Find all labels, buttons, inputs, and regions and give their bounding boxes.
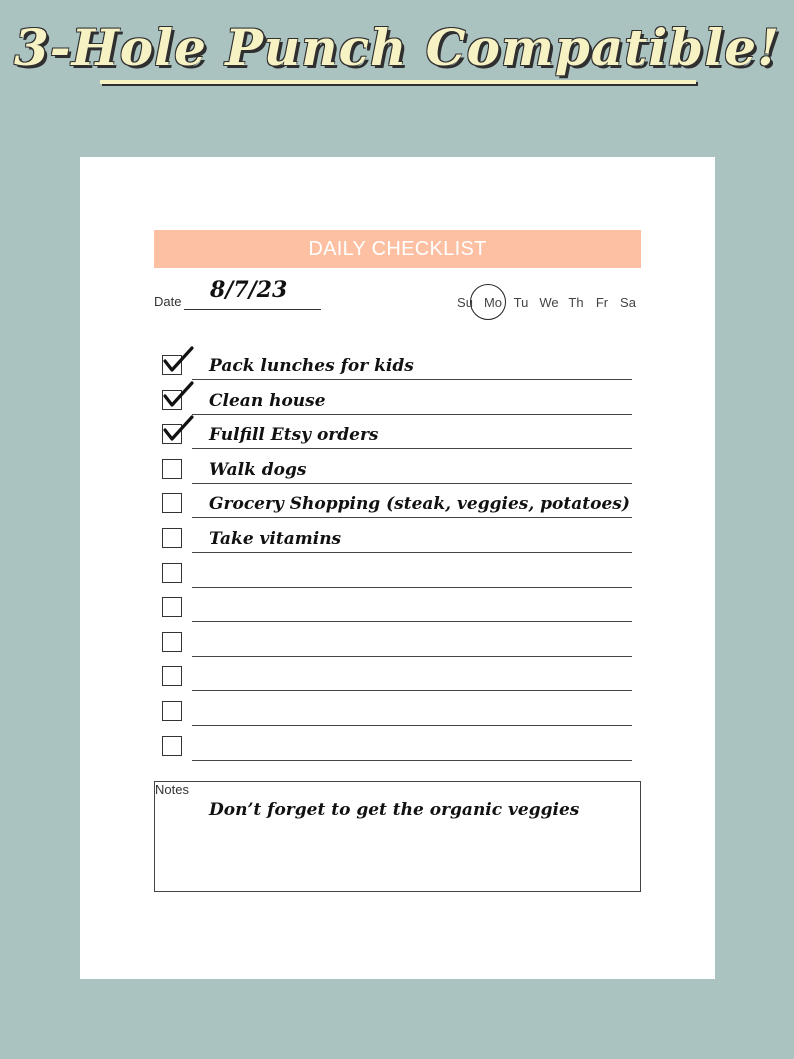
task-line bbox=[192, 656, 632, 657]
task-line bbox=[192, 690, 632, 691]
day-tu[interactable]: Tu bbox=[513, 295, 529, 310]
task-checkbox[interactable] bbox=[162, 632, 182, 652]
date-label: Date bbox=[154, 294, 182, 309]
task-checkbox[interactable] bbox=[162, 459, 182, 479]
task-checkbox[interactable] bbox=[162, 736, 182, 756]
task-text[interactable]: Take vitamins bbox=[209, 529, 342, 549]
banner-underline bbox=[100, 80, 696, 84]
task-checkbox[interactable] bbox=[162, 597, 182, 617]
task-row bbox=[160, 454, 632, 484]
day-mo[interactable]: Mo bbox=[483, 295, 503, 310]
task-text[interactable]: Pack lunches for kids bbox=[209, 356, 414, 376]
task-line bbox=[192, 414, 632, 415]
notes-box[interactable] bbox=[154, 781, 641, 892]
checkmark-icon bbox=[160, 379, 194, 409]
task-line bbox=[192, 448, 632, 449]
task-checkbox[interactable] bbox=[162, 528, 182, 548]
task-row bbox=[160, 488, 632, 518]
checkmark-icon bbox=[160, 344, 194, 374]
checklist-sheet bbox=[80, 157, 715, 979]
task-line bbox=[192, 379, 632, 380]
notes-label: Notes bbox=[155, 782, 189, 797]
task-line bbox=[192, 725, 632, 726]
notes-text[interactable]: Don’t forget to get the organic veggies bbox=[209, 800, 580, 820]
task-checkbox[interactable] bbox=[162, 563, 182, 583]
task-line bbox=[192, 483, 632, 484]
day-fr[interactable]: Fr bbox=[595, 295, 609, 310]
task-checkbox[interactable] bbox=[162, 701, 182, 721]
date-value[interactable]: 8/7/23 bbox=[210, 277, 288, 303]
task-row bbox=[160, 523, 632, 553]
checkmark-icon bbox=[160, 413, 194, 443]
task-text[interactable]: Fulfill Etsy orders bbox=[209, 425, 379, 446]
task-line bbox=[192, 552, 632, 553]
task-line bbox=[192, 587, 632, 588]
task-line bbox=[192, 621, 632, 622]
task-checkbox[interactable] bbox=[162, 493, 182, 513]
task-checkbox[interactable] bbox=[162, 666, 182, 686]
task-row bbox=[160, 661, 632, 691]
task-line bbox=[192, 517, 632, 518]
task-row bbox=[160, 385, 632, 415]
task-text[interactable]: Grocery Shopping (steak, veggies, potatoes) bbox=[209, 494, 630, 515]
banner-title: 3-Hole Punch Compatible! bbox=[13, 18, 781, 77]
task-row bbox=[160, 627, 632, 657]
task-text[interactable]: Walk dogs bbox=[209, 459, 307, 480]
day-we[interactable]: We bbox=[539, 295, 559, 310]
task-row bbox=[160, 419, 632, 449]
checklist-header: DAILY CHECKLIST bbox=[154, 230, 641, 268]
date-underline bbox=[184, 309, 321, 310]
task-row bbox=[160, 731, 632, 761]
task-line bbox=[192, 760, 632, 761]
day-th[interactable]: Th bbox=[568, 295, 584, 310]
task-row bbox=[160, 696, 632, 726]
task-row bbox=[160, 558, 632, 588]
day-sa[interactable]: Sa bbox=[620, 295, 636, 310]
day-su[interactable]: Su bbox=[457, 295, 473, 310]
task-text[interactable]: Clean house bbox=[209, 390, 326, 411]
task-row bbox=[160, 350, 632, 380]
task-row bbox=[160, 592, 632, 622]
